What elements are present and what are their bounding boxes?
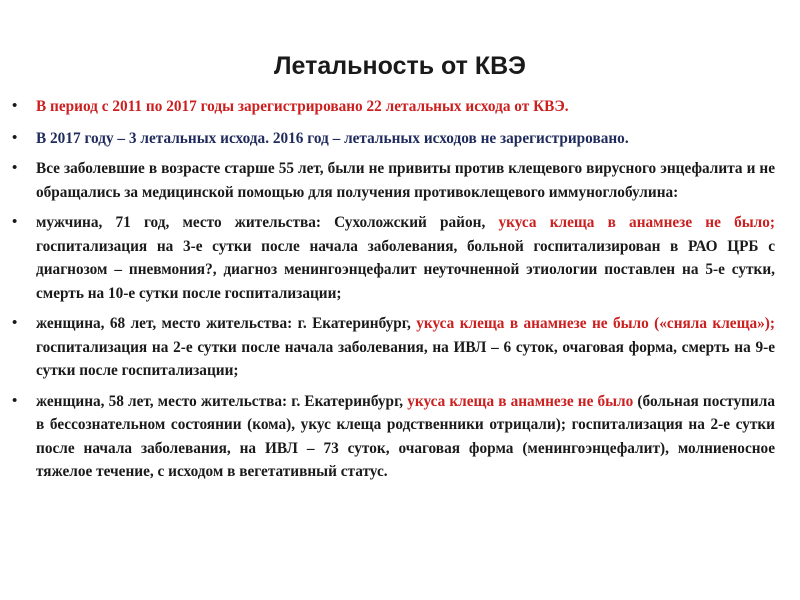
case-1-red: укуса клеща в анамнезе не было; (498, 214, 775, 231)
bullet-dot-icon: • (12, 392, 18, 409)
case-2-pre: женщина, 68 лет, место жительства: г. Екатеринбург, (36, 315, 417, 332)
case-3-post: (больная поступила в бессознательном состоянии (кома), укус клеща родственники отрицали); госпитализация на 2-е сутки после начала заболевания, на ИВЛ – 73 суток, очаговая форма (менингоэнцефалит), молниеносное тяжелое течение, с исходом в вегетативный статус. (36, 392, 775, 480)
case-2-red: укуса клеща в анамнезе не было («сняла клеща»); (416, 315, 775, 332)
all-patients-text: Все заболевшие в возрасте старше 55 лет, были не привиты против клещевого вирусного энцефалита и не обращались за медицинской помощью для получения противоклещевого иммуноглобулина: (36, 160, 775, 201)
bullet-list (10, 95, 775, 491)
case-1-post: госпитализация на 3-е сутки после начала заболевания, больной госпитализирован в РАО ЦРБ с диагнозом – пневмония?, диагноз менингоэнцефалит неуточненной этиологии поставлен на 5-е сутки, смерть на 10-е сутки после госпитализации; (36, 237, 775, 302)
bullet-dot-icon: • (12, 160, 18, 176)
bullet-item-all-patients (10, 157, 775, 204)
bullet-dot-icon: • (12, 315, 18, 331)
bullet-item-case-2 (10, 312, 775, 383)
bullet-item-2017 (10, 127, 775, 151)
bullet-dot-icon: • (12, 98, 18, 114)
year-2017-text: В 2017 году – 3 летальных исхода. 2016 год – летальных исходов не зарегистрировано. (36, 129, 629, 147)
slide-title: Летальность от КВЭ (274, 52, 526, 80)
bullet-item-case-3 (10, 390, 775, 484)
bullet-item-case-1 (10, 211, 775, 305)
summary-text: В период с 2011 по 2017 годы зарегистрировано 22 летальных исхода от КВЭ. (36, 98, 569, 115)
case-2-post: госпитализация на 2-е сутки после начала заболевания, на ИВЛ – 6 суток, очаговая форма, смерть на 9-е сутки после госпитализации; (36, 338, 775, 379)
bullet-item-summary (10, 95, 775, 119)
bullet-dot-icon: • (12, 129, 18, 146)
bullet-dot-icon: • (12, 214, 18, 230)
case-1-pre: мужчина, 71 год, место жительства: Сухоложский район, (36, 214, 499, 231)
case-3-red: укуса клеща в анамнезе не было (407, 392, 634, 410)
case-3-pre: женщина, 58 лет, место жительства: г. Екатеринбург, (36, 392, 408, 410)
